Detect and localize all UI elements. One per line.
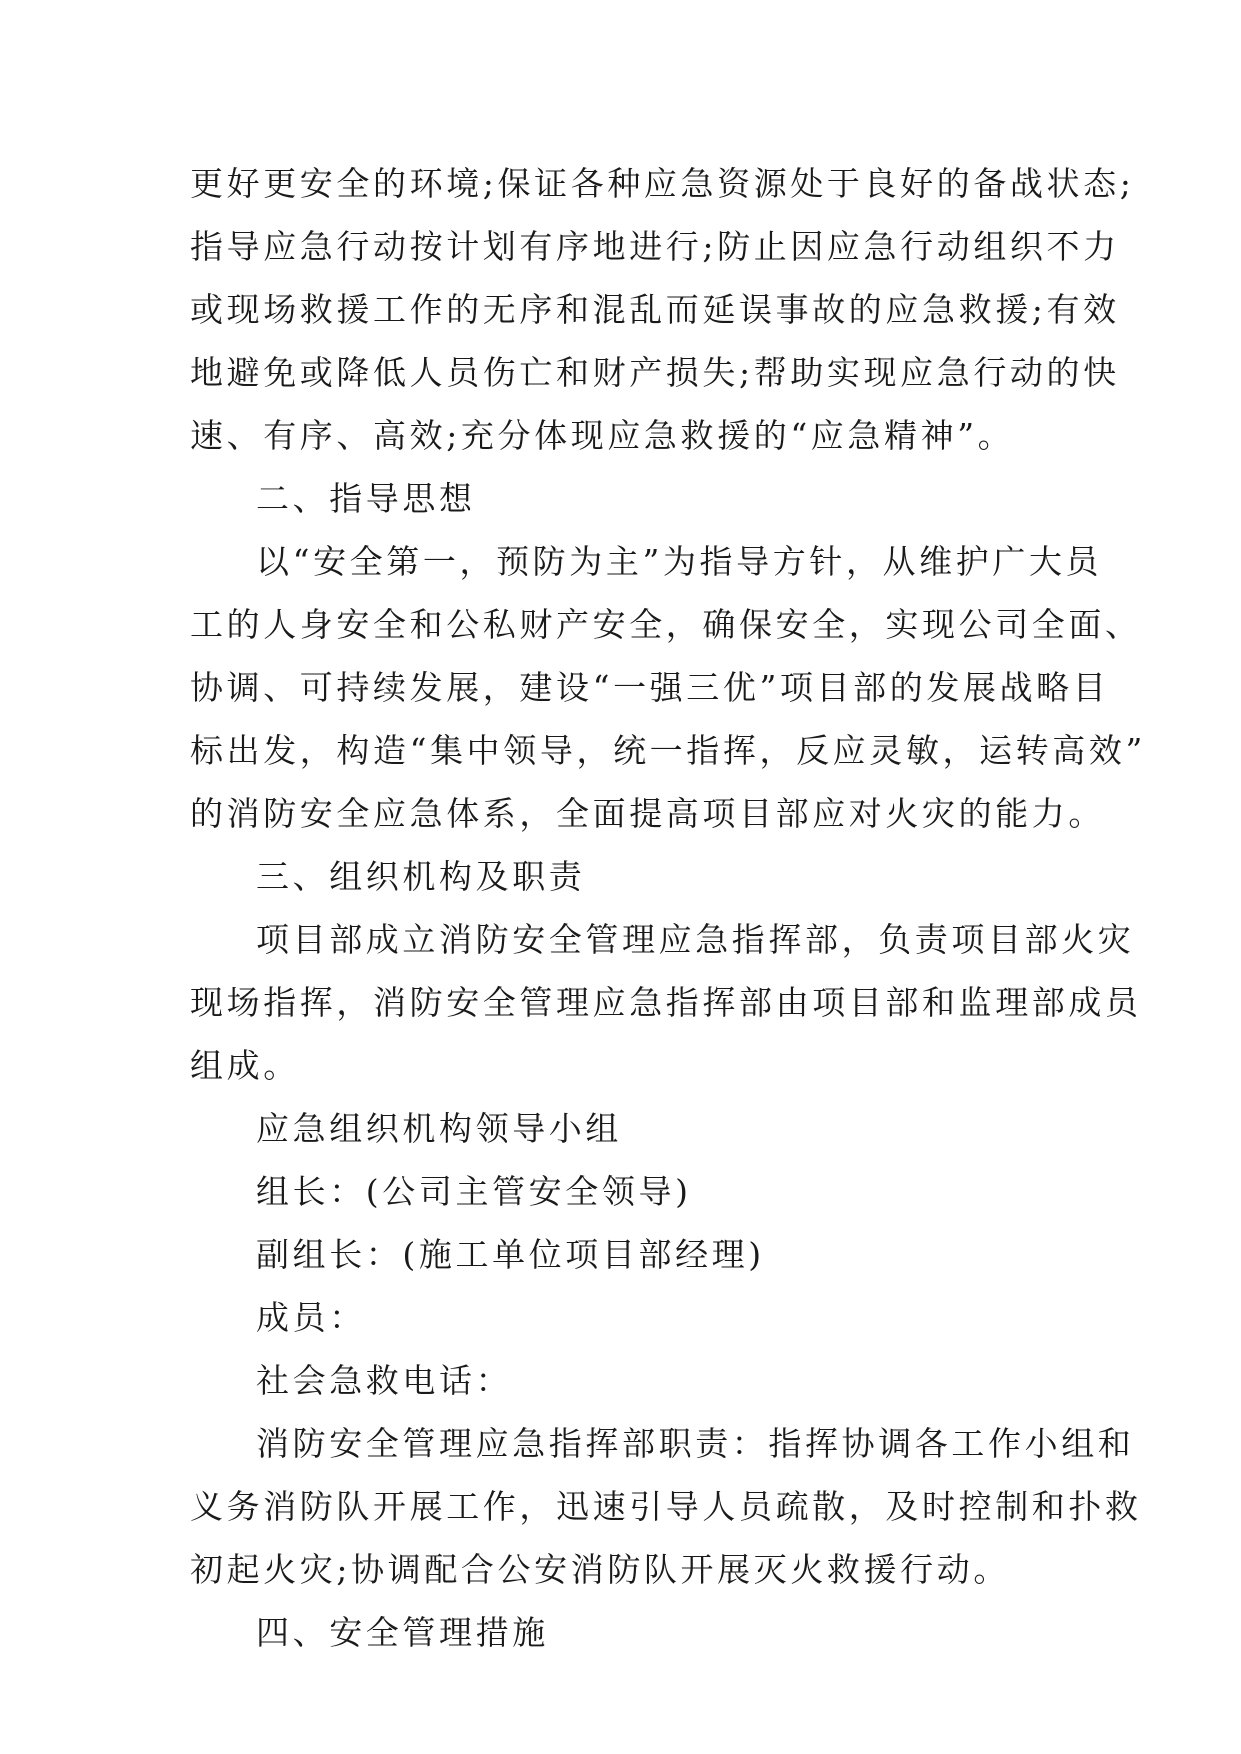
body-line: 义务消防队开展工作，迅速引导人员疏散，及时控制和扑救 — [190, 1487, 1142, 1526]
body-line: 项目部成立消防安全管理应急指挥部，负责项目部火灾 — [256, 920, 1135, 959]
body-line: 工的人身安全和公私财产安全，确保安全，实现公司全面、 — [190, 605, 1142, 644]
section-heading: 二、指导思想 — [256, 479, 476, 518]
body-line: 协调、可持续发展，建设“一强三优”项目部的发展战略目 — [190, 668, 1110, 707]
body-line: 成员： — [256, 1298, 366, 1337]
body-line: 社会急救电话： — [256, 1361, 513, 1400]
body-line: 标出发，构造“集中领导，统一指挥，反应灵敏，运转高效” — [190, 731, 1146, 770]
body-line: 应急组织机构领导小组 — [256, 1109, 622, 1148]
body-line: 地避免或降低人员伤亡和财产损失;帮助实现应急行动的快 — [190, 353, 1120, 392]
body-line: 更好更安全的环境;保证各种应急资源处于良好的备战状态; — [190, 164, 1135, 203]
section-heading: 三、组织机构及职责 — [256, 857, 586, 896]
document-page — [190, 152, 1146, 1664]
body-line: 副组长：(施工单位项目部经理) — [256, 1235, 765, 1274]
body-line: 组长：(公司主管安全领导) — [256, 1172, 692, 1211]
body-line: 现场指挥，消防安全管理应急指挥部由项目部和监理部成员 — [190, 983, 1142, 1022]
body-line: 指导应急行动按计划有序地进行;防止因应急行动组织不力 — [190, 227, 1120, 266]
body-line: 或现场救援工作的无序和混乱而延误事故的应急救援;有效 — [190, 290, 1120, 329]
body-line: 的消防安全应急体系，全面提高项目部应对火灾的能力。 — [190, 794, 1105, 833]
body-line: 初起火灾;协调配合公安消防队开展灭火救援行动。 — [190, 1550, 1010, 1589]
section-heading: 四、安全管理措施 — [256, 1613, 549, 1652]
body-line: 消防安全管理应急指挥部职责：指挥协调各工作小组和 — [256, 1424, 1135, 1463]
body-line: 组成。 — [190, 1046, 300, 1085]
body-line: 速、有序、高效;充分体现应急救援的“应急精神”。 — [190, 416, 1015, 455]
body-line: 以“安全第一，预防为主”为指导方针，从维护广大员 — [256, 542, 1103, 581]
